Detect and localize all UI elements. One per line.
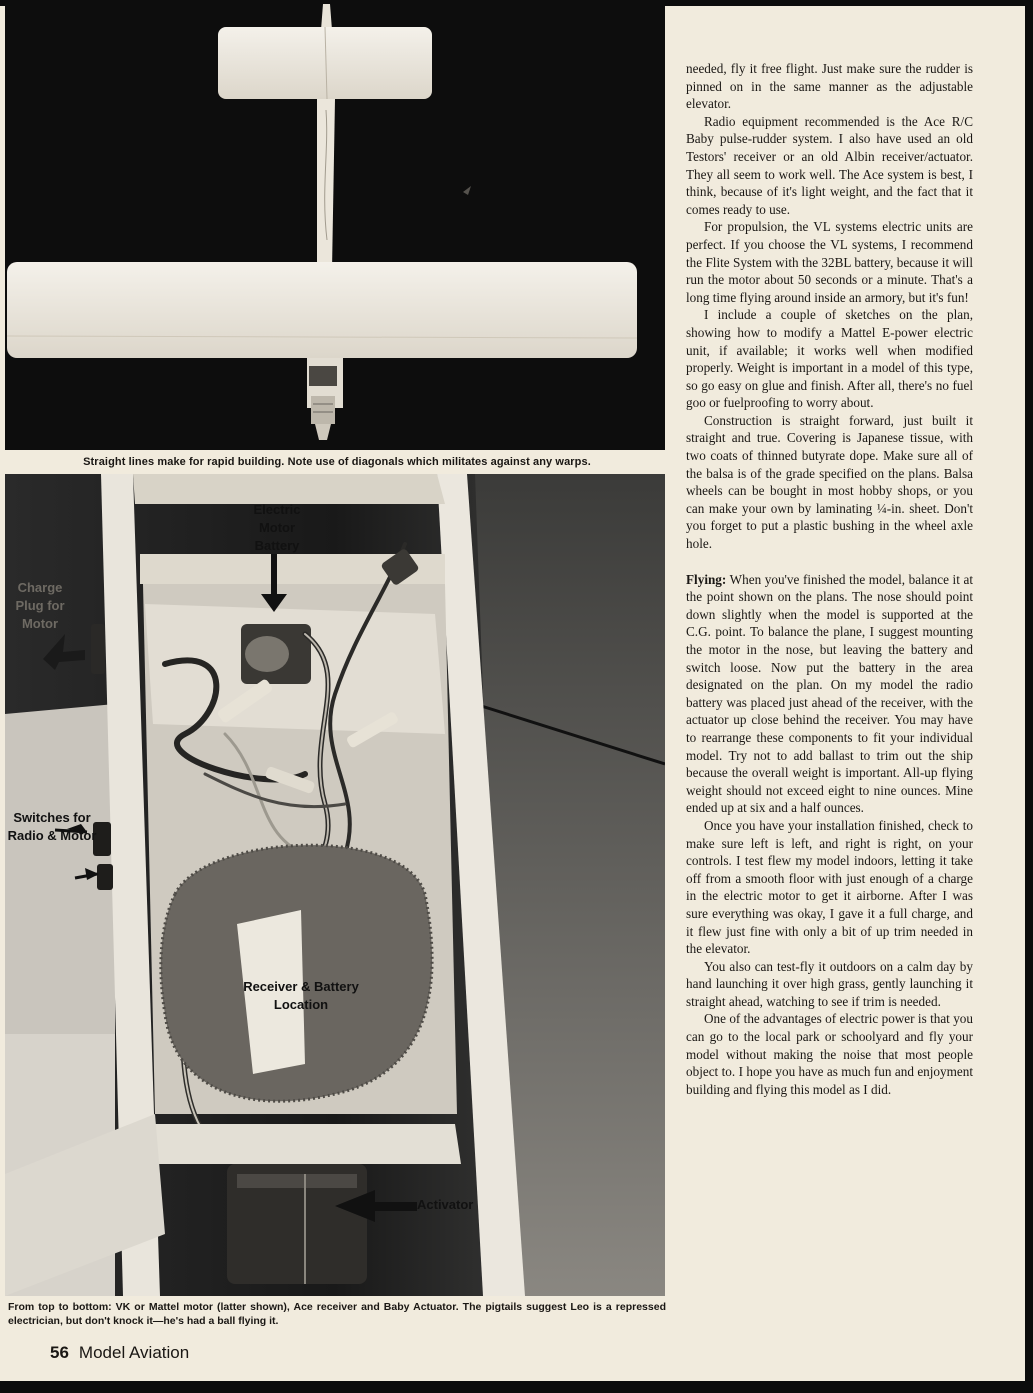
page-number: 56	[50, 1343, 69, 1362]
fuselage	[317, 99, 335, 270]
rudder	[321, 4, 332, 30]
article-paragraph: I include a couple of sketches on the plan, showing how to modify a Mattel E-power electric unit, if available; it works well when modified properly. Weight is important in a model of this type, so go easy on glue and finish. After all, there's no fuel goo or fuelproofing to worry about.	[686, 307, 973, 411]
label-switches: Switches for Radio & Motor	[7, 810, 97, 843]
equipment-bay-illustration	[5, 474, 665, 1296]
page-footer	[50, 1342, 189, 1364]
airframe-photo	[5, 0, 665, 450]
flying-section-heading: Flying:	[686, 571, 727, 587]
page-edge-right	[1025, 0, 1033, 1393]
label-receiver-location: Receiver & Battery Location	[243, 979, 359, 1012]
article-paragraph: One of the advantages of electric power is that you can go to the local park or schoolyard and fly your model without making the noise that most people object to. I hope you have as much fun and enjoyment building and flying this model as I did.	[686, 1011, 973, 1097]
switch-motor	[97, 864, 113, 890]
article-paragraph: Construction is straight forward, just built it straight and true. Covering is Japanese tissue, with two coats of thinned butyrate dope. Make sure all of the balsa is of the grade specified on the plans. Balsa wheels can be bought in most hobby shops, or you can make your own by laminating ¼-in. sheet. Don't you forget to put a plastic bushing in the wheel axle hole.	[686, 412, 973, 552]
magazine-title: Model Aviation	[78, 1343, 190, 1362]
charge-plug	[91, 624, 105, 674]
label-electric-motor-battery: Electric Motor Battery	[253, 502, 301, 553]
bottom-photo-caption: From top to bottom: VK or Mattel motor (latter shown), Ace receiver and Baby Actuator. The pigtails suggest Leo is a repressed electrician, but don't knock it—he's had a ball flying it.	[8, 1301, 666, 1327]
page-edge-bottom	[0, 1381, 1033, 1393]
article-paragraph: Once you have your installation finished, check to make sure left is left, and right is right, on your controls. I test flew my model indoors, letting it take off from a smooth floor with just enough of a charge in the electric motor to get it airborne. After I was sure everything was okay, I gave it a full charge, and it flew just fine with only a bit of up trim needed in the elevator.	[686, 817, 973, 957]
equipment-bay-photo	[5, 474, 665, 1296]
airframe-illustration	[5, 0, 665, 450]
flying-section-text: When you've finished the model, balance it at the point shown on the plans. The nose should point down slightly when the model is supported at the C.G. point. To balance the plane, I suggest mounting the motor in the nose, but leaving the battery and switch loose. Now put the battery in the area designated on the plan. On my model the radio battery was placed just ahead of the receiver, with the actuator up close behind the receiver. You may have to rearrange these components to fit your individual model. Try not to add ballast to trim out the ship because the overall weight is important. All-up flying weight should not exceed eight to nine ounces. Mine ended up at six and a half ounces.	[686, 571, 973, 816]
flying-section-paragraph	[686, 571, 973, 817]
label-activator: Activator	[417, 1197, 474, 1212]
article-paragraph: For propulsion, the VL systems electric units are perfect. If you choose the VL systems, I recommend the Flite System with the 32BL battery, because it will run the motor about 50 seconds or a minute. That's a long time flying around inside an armory, but it's fun!	[686, 219, 973, 305]
propeller-hub	[315, 424, 331, 440]
article-paragraph: Radio equipment recommended is the Ace R/C Baby pulse-rudder system. I also have used an old Testors' receiver or an old Albin receiver/actuator. They all seem to work well. The Ace system is best, I think, because of it's light weight, and the fact that it comes ready to use.	[686, 113, 973, 217]
main-wing	[7, 262, 637, 358]
article-column	[686, 60, 973, 1098]
top-photo-caption: Straight lines make for rapid building. Note use of diagonals which militates against any warps.	[83, 456, 591, 468]
article-paragraph: You also can test-fly it outdoors on a calm day by hand launching it over high grass, gently launching it straight ahead, watching to see if trim is needed.	[686, 958, 973, 1009]
article-paragraph: needed, fly it free flight. Just make sure the rudder is pinned on in the same manner as the adjustable elevator.	[686, 61, 973, 112]
label-charge-plug: Charge Plug for Motor	[15, 580, 65, 631]
